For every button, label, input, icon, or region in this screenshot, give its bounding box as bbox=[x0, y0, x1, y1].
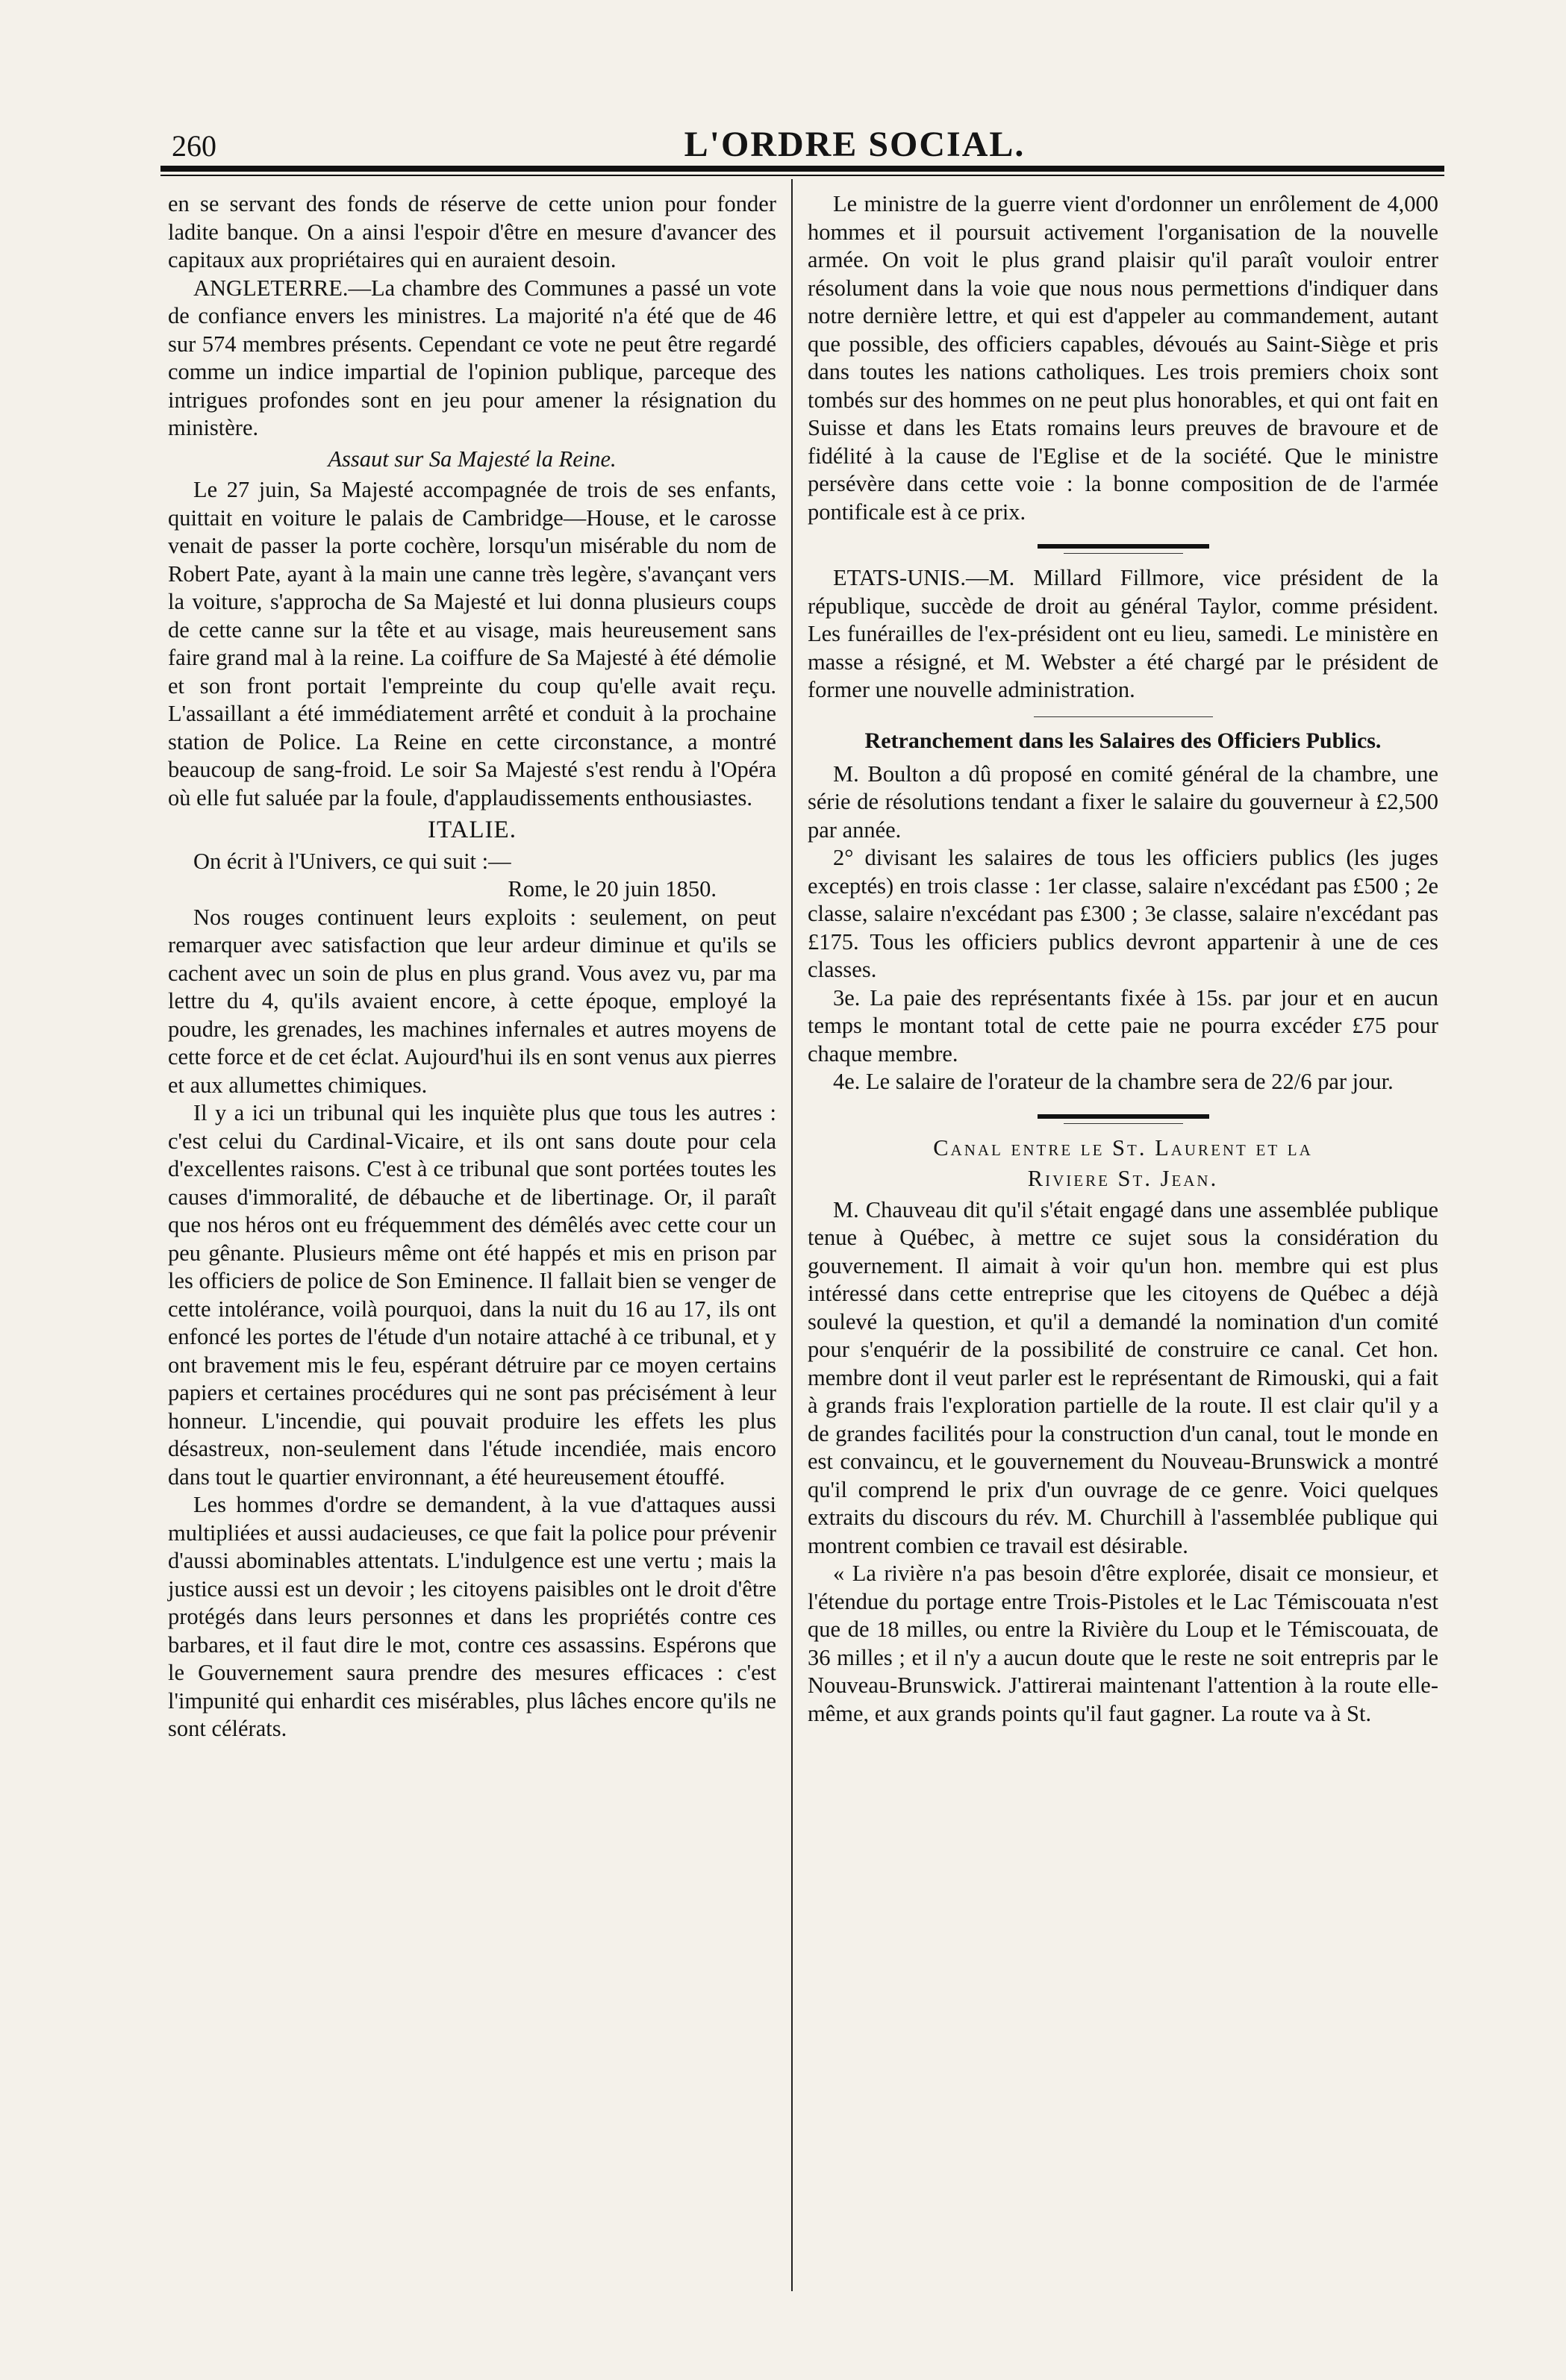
page-header bbox=[160, 121, 1444, 166]
dateline: Rome, le 20 juin 1850. bbox=[508, 876, 717, 902]
article-paragraph: Il y a ici un tribunal qui les inquiète plus que tous les autres : c'est celui du Cardinal-Vicaire, et ils ont sans doute pour cela d'excellentes raisons. C'est à ce tribunal que sont portées toutes les causes d'immoralité, de débauche et de libertinage. Or, il paraît que nos héros ont eu fréquemment des démêlés avec cette cour un peu gênante. Plusieurs même ont été happés et mis en prison par les officiers de police de Son Eminence. Il fallait bien se venger de cette intolérance, voilà pourquoi, dans la nuit du 16 au 17, ils ont enfoncé les portes de l'étude d'un notaire attaché à ce tribunal, et y ont bravement mis le feu, espérant détruire par ce moyen certains papiers et certaines procédures qui ne sont pas précisément à leur honneur. L'incendie, qui pouvait produire les effets les plus désastreux, non-seulement dans l'étude incendiée, mais encoro dans tout le quartier environnant, a été heureusement étouffé. bbox=[168, 1100, 777, 1490]
article-heading: Canal entre le St. Laurent et la bbox=[933, 1134, 1313, 1161]
article-paragraph: 4e. Le salaire de l'orateur de la chambre sera de 22/6 par jour. bbox=[833, 1069, 1394, 1094]
article-paragraph: 2° divisant les salaires de tous les officiers publics (les juges exceptés) en trois classe : 1er classe, salaire n'excédant pas £500 ; 2e classe, salaire n'excédant pas £300 ; 3e classe, salaire n'excédant pas £175. Tous les officiers publics devront appartenir à une de ces classes. bbox=[808, 845, 1438, 982]
article-paragraph: M. Chauveau dit qu'il s'était engagé dans une assemblée publique tenue à Québec, à mettre ce sujet sous la considération du gouvernement. Il aimait à voir qu'un hon. membre qui est plus intéressé dans cette entreprise que les citoyens de Québec a déjà soulevé la question, et qu'il a demandé la nomination d'un comité pour s'enquérir de la possibilité de construire ce canal. Cet hon. membre dont il veut parler est le représentant de Rimouski, qui a fait à grands frais l'exploration partielle de la route. Il est clair qu'il y a de grandes facilités pour la construction d'un canal, tout le monde en est convaincu, et le gouvernement du Nouveau-Brunswick a montré qu'il comprend le prix d'un ouvrage de ce genre. Voici quelques extraits du discours du rév. M. Churchill à l'assemblée publique qui montrent combien ce travail est désirable. bbox=[808, 1196, 1438, 1558]
journal-title: L'ORDRE SOCIAL. bbox=[684, 125, 1026, 164]
page-number: 260 bbox=[172, 129, 216, 163]
header-rule bbox=[160, 166, 1444, 172]
section-divider-thin bbox=[1064, 1123, 1183, 1124]
section-heading: ITALIE. bbox=[428, 816, 517, 843]
header-rule-thin bbox=[160, 175, 1444, 176]
right-column bbox=[808, 190, 1438, 1728]
section-divider-thin bbox=[1064, 553, 1183, 554]
article-paragraph: 3e. La paie des représentants fixée à 15s. par jour et en aucun temps le montant total de cette paie ne pourra excéder £75 pour chaque membre. bbox=[808, 984, 1438, 1066]
article-paragraph: Le 27 juin, Sa Majesté accompagnée de trois de ses enfants, quittait en voiture le palais de Cambridge—House, et le carosse venait de passer la porte cochère, lorsqu'un misérable du nom de Robert Pate, ayant à la main une canne très legère, s'avançant vers la voiture, s'approcha de Sa Majesté et lui donna plusieurs coups de cette canne sur la tête et au visage, mais heureusement sans faire grand mal à la reine. La coiffure de Sa Majesté à été démolie et son front portait l'empreinte du coup qu'elle avait reçu. L'assaillant a été immédiatement arrêté et conduit à la prochaine station de Police. La Reine en cette circonstance, a montré beaucoup de sang-froid. Le soir Sa Majesté s'est rendu à l'Opéra où elle fut saluée par la foule, d'applaudissements enthousiastes. bbox=[168, 477, 776, 810]
article-paragraph: M. Boulton a dû proposé en comité général de la chambre, une série de résolutions tendant a fixer le salaire du gouverneur à £2,500 par année. bbox=[808, 760, 1438, 843]
article-heading: Riviere St. Jean. bbox=[1027, 1166, 1219, 1191]
article-paragraph: Le ministre de la guerre vient d'ordonner un enrôlement de 4,000 hommes et il poursuit activement l'organisation de la nouvelle armée. On voit le plus grand plaisir qu'il paraît vouloir entrer résolument dans la voie que nous nous permettions d'indiquer dans notre dernière lettre, et qui est d'appeler au commandement, autant que possible, des officiers capables, dévoués au Saint-Siège et pris dans toutes les nations catholiques. Les trois premiers choix sont tombés sur des hommes on ne peut plus honorables, et qui ont fait en Suisse et dans les Etats romains leurs preuves de bravoure et de fidélité à la cause de l'Eglise et de la société. Que le ministre persévère dans cette voie : la bonne composition de de l'armée pontificale est à ce prix. bbox=[808, 191, 1438, 525]
section-divider bbox=[1038, 544, 1209, 549]
article-paragraph: en se servant des fonds de réserve de cette union pour fonder ladite banque. On a ainsi l'espoir d'être en mesure d'avancer des capitaux aux propriétaires qui en auraient desoin. bbox=[168, 191, 776, 272]
article-paragraph: Les hommes d'ordre se demandent, à la vue d'attaques aussi multipliées et aussi audacieuses, ce que fait la police pour prévenir d'aussi abominables attentats. L'indulgence est une vertu ; mais la justice aussi est un devoir ; les citoyens paisibles ont le droit d'être protégés dans leurs personnes et dans les propriétés contre ces barbares, et il faut dire le mot, contre ces assassins. Espérons que le Gouvernement saura prendre des mesures efficaces : c'est l'impunité qui enhardit ces misérables, plus lâches encore qu'ils ne sont célérats. bbox=[168, 1492, 776, 1741]
column-divider bbox=[791, 179, 793, 2291]
article-subheading: Assaut sur Sa Majesté la Reine. bbox=[328, 446, 617, 472]
article-paragraph: Nos rouges continuent leurs exploits : seulement, on peut remarquer avec satisfaction que leur ardeur diminue et qu'ils se cachent avec un soin de plus en plus grand. Vous avez vu, par ma lettre du 4, qu'ils avaient encore, à cette époque, employé la poudre, les grenades, les machines infernales et autres moyens de cette force et de cet éclat. Aujourd'hui ils en sont venus aux pierres et aux allumettes chimiques. bbox=[168, 904, 776, 1098]
left-column bbox=[168, 190, 776, 1743]
article-paragraph: « La rivière n'a pas besoin d'être explorée, disait ce monsieur, et l'étendue du portage entre Trois-Pistoles et le Lac Témiscouata n'est que de 18 milles, ou entre la Rivière du Loup et le Témiscouata, de 36 milles ; et il n'y a aucun doute que le reste ne soit entrepris par le Nouveau-Brunswick. J'attirerai maintenant l'attention à la route elle-même, et aux grands points qu'il faut gagner. La route va à St. bbox=[808, 1561, 1438, 1726]
article-paragraph: ANGLETERRE.—La chambre des Communes a passé un vote de confiance envers les ministres. La majorité n'a été que de 46 sur 574 membres présents. Cependant ce vote ne peut être regardé comme un indice impartial de l'opinion publique, parceque des intrigues profondes sont en jeu pour amener la résignation du ministère. bbox=[168, 275, 776, 440]
article-heading: Retranchement dans les Salaires des Officiers Publics. bbox=[864, 728, 1382, 753]
section-divider bbox=[1038, 1114, 1209, 1119]
article-paragraph: On écrit à l'Univers, ce qui suit :— bbox=[193, 848, 511, 874]
article-paragraph: ETATS-UNIS.—M. Millard Fillmore, vice président de la république, succède de droit au général Taylor, comme président. Les funérailles de l'ex-président ont eu lieu, samedi. Le ministère en masse a résigné, et M. Webster a été chargé par le président de former une nouvelle administration. bbox=[808, 565, 1438, 702]
section-divider bbox=[1034, 716, 1213, 717]
